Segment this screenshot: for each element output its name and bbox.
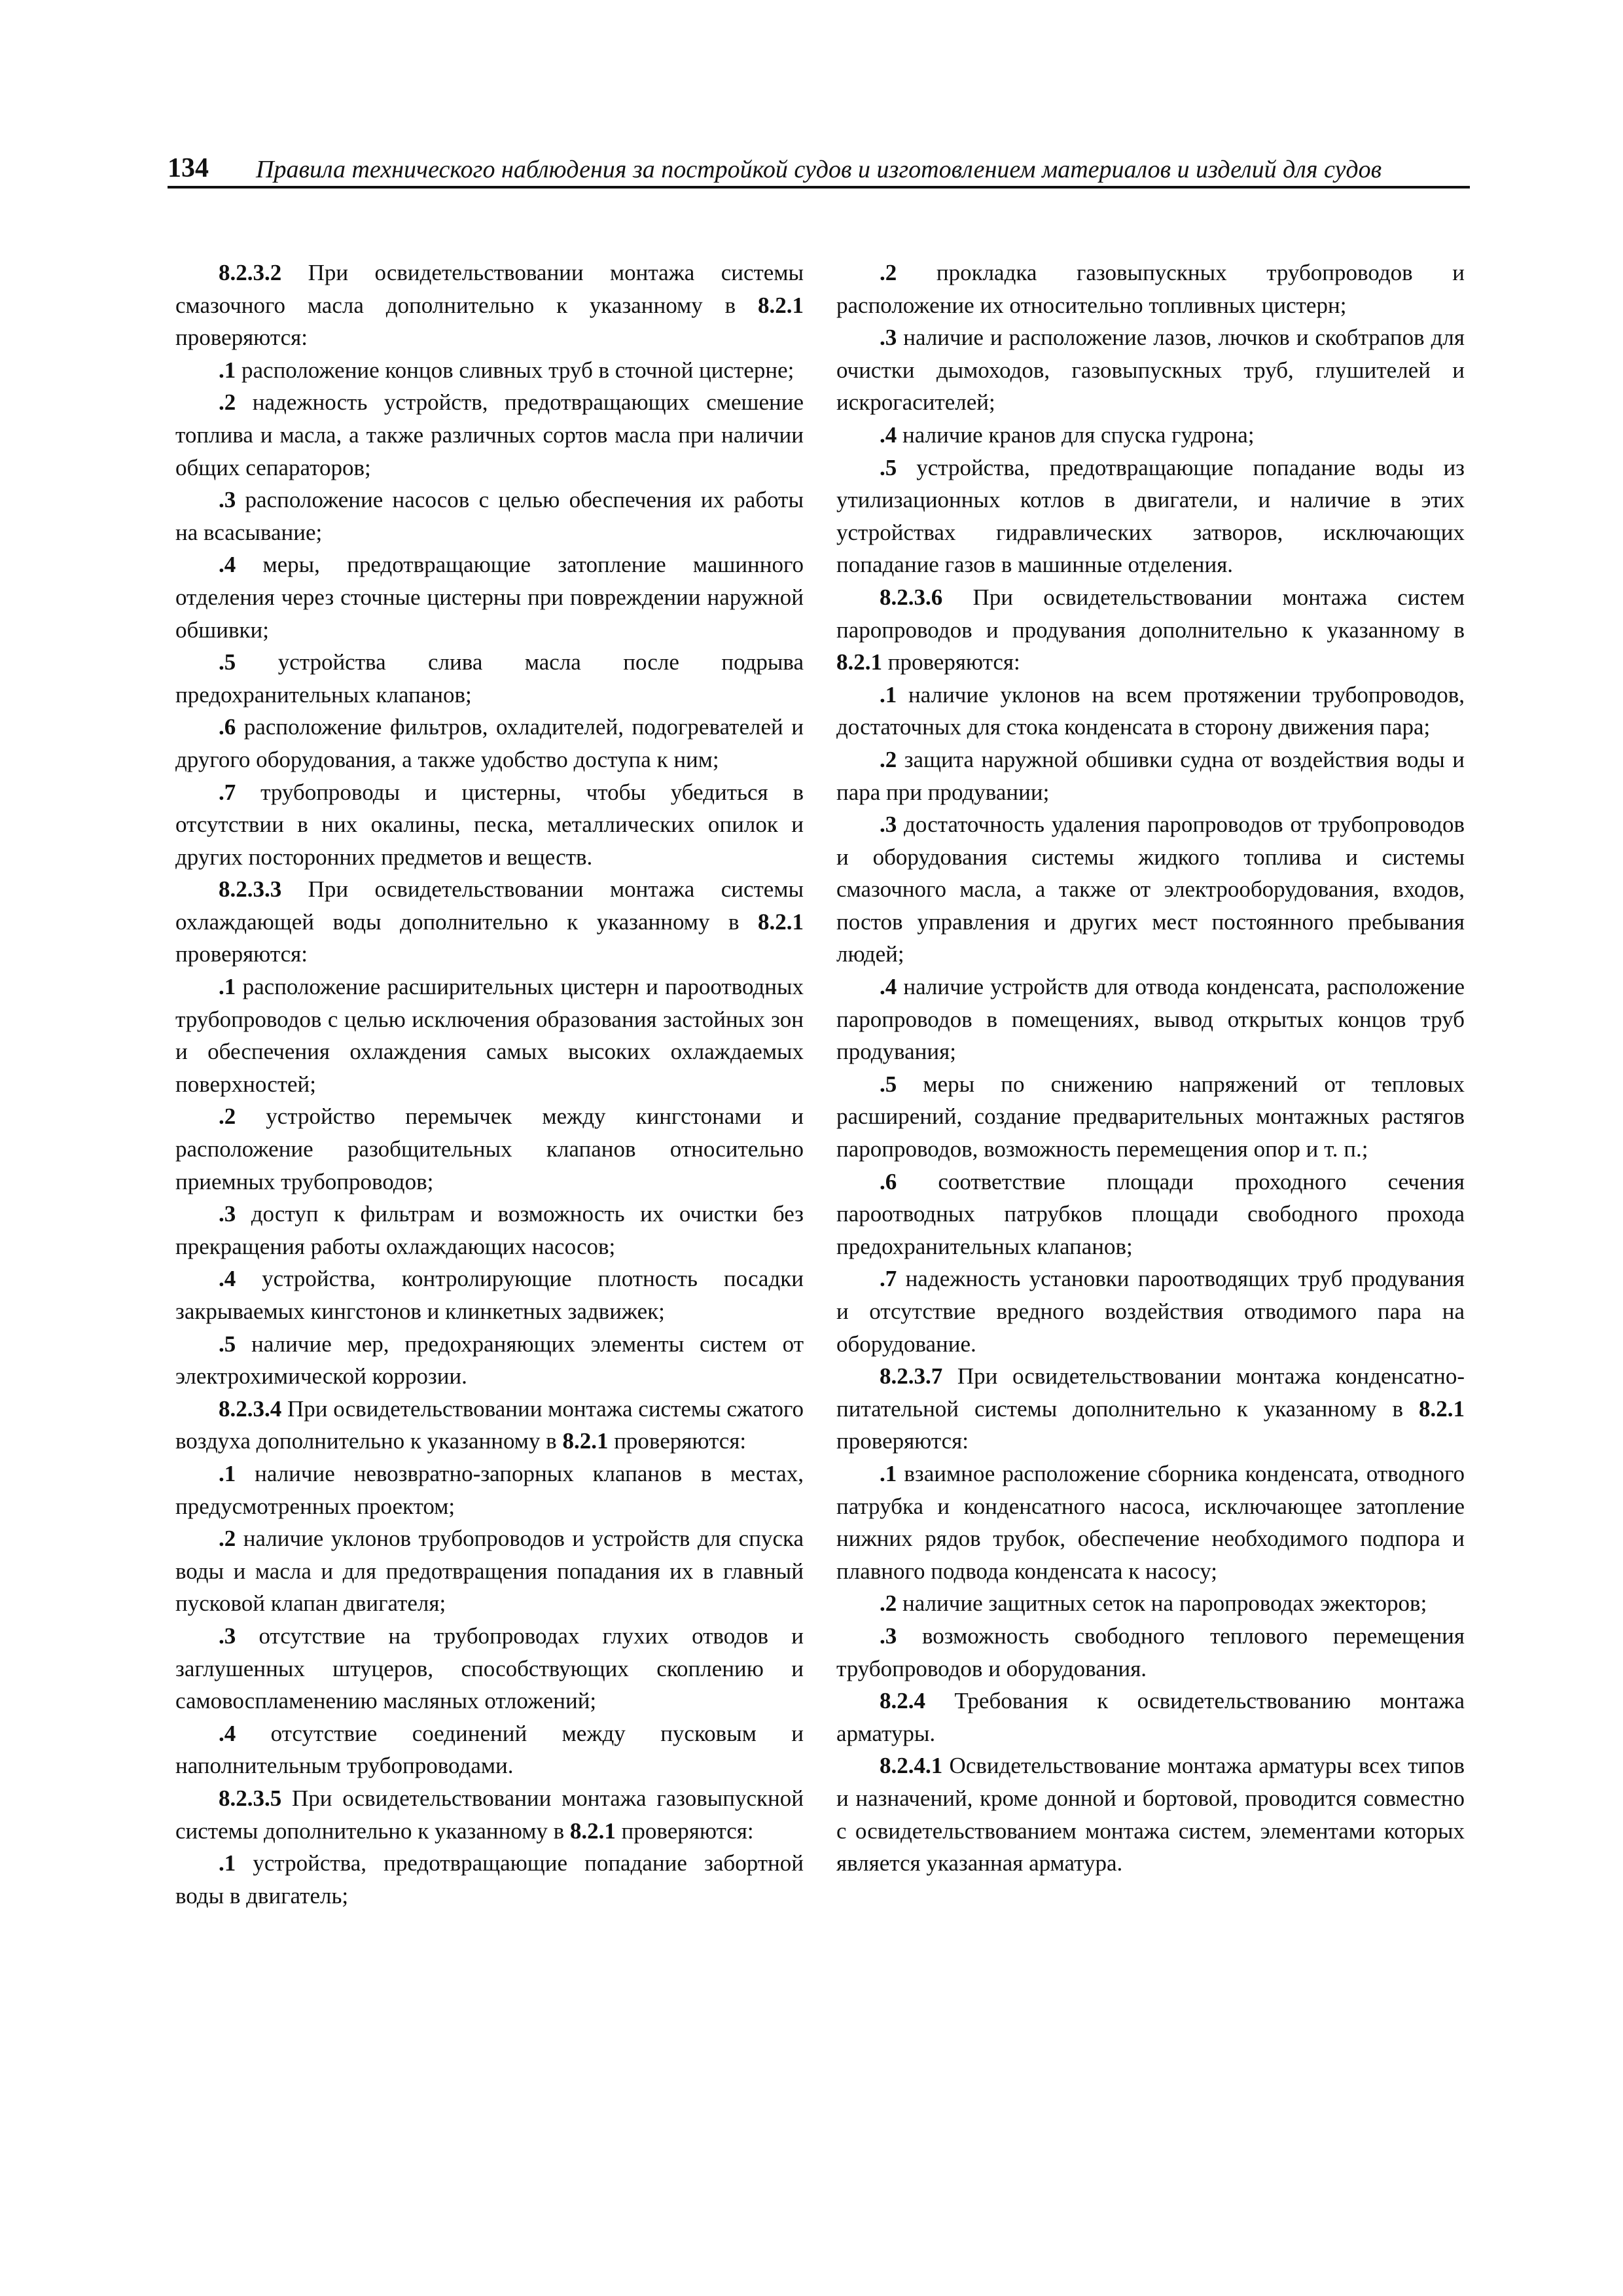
paragraph: [175, 1782, 804, 1847]
clause-text: При освидетельствовании монтажа конденсатно-питательной системы дополнительно к указанному в: [836, 1363, 1465, 1422]
clause-text: отсутствие соединений между пусковым и наполнительным трубопроводами.: [175, 1720, 804, 1779]
clause-text: Требования к освидетельствованию монтажа арматуры.: [836, 1688, 1465, 1746]
clause-number: .2: [219, 389, 236, 416]
clause-text: Освидетельствование монтажа арматуры всех типов и назначений, кроме донной и бортовой, проводится совместно с освидетельствованием монтажа систем, элементами которых является указанная арматура.: [836, 1753, 1465, 1876]
clause-number: .5: [880, 1071, 897, 1097]
paragraph: [836, 1263, 1465, 1360]
clause-number: .1: [880, 681, 897, 708]
clause-tail: проверяются:: [175, 941, 308, 967]
paragraph: [836, 971, 1465, 1068]
paragraph: [836, 321, 1465, 419]
clause-text: расположение фильтров, охладителей, подогревателей и другого оборудования, а также удобство доступа к ним;: [175, 714, 804, 772]
clause-number: .2: [880, 746, 897, 772]
clause-number: 8.2.3.7: [880, 1363, 943, 1390]
paragraph: [836, 1685, 1465, 1749]
clause-number: .4: [880, 422, 897, 448]
clause-number: .4: [219, 552, 236, 578]
paragraph: [175, 1393, 804, 1458]
clause-text: При освидетельствовании монтажа газовыпускной системы дополнительно к указанному в: [175, 1785, 804, 1844]
clause-tail: проверяются:: [608, 1428, 747, 1454]
paragraph: [175, 354, 804, 387]
clause-reference: 8.2.1: [562, 1428, 609, 1454]
clause-text: устройства, предотвращающие попадание забортной воды в двигатель;: [175, 1850, 804, 1909]
clause-text: наличие невозвратно-запорных клапанов в местах, предусмотренных проектом;: [175, 1460, 804, 1519]
clause-text: возможность свободного теплового перемещения трубопроводов и оборудования.: [836, 1623, 1465, 1681]
clause-number: .5: [219, 649, 236, 675]
paragraph: [175, 711, 804, 776]
clause-number: 8.2.4: [880, 1688, 925, 1714]
clause-text: отсутствие на трубопроводах глухих отводов и заглушенных штуцеров, способствующих скоплению и самовоспламенению масляных отложений;: [175, 1623, 804, 1714]
left-text-column: [175, 257, 804, 1912]
clause-number: .3: [880, 325, 897, 351]
paragraph: [836, 257, 1465, 321]
paragraph: [175, 1847, 804, 1912]
paragraph: [175, 1717, 804, 1782]
paragraph: [175, 548, 804, 646]
clause-tail: проверяются:: [882, 649, 1020, 675]
paragraph: [836, 1360, 1465, 1458]
clause-number: .2: [219, 1526, 236, 1552]
clause-number: .2: [219, 1103, 236, 1130]
clause-reference: 8.2.1: [836, 649, 882, 675]
clause-number: 8.2.3.4: [219, 1395, 282, 1422]
clause-reference: 8.2.1: [1419, 1395, 1465, 1422]
running-title: Правила технического наблюдения за постройкой судов и изготовлением материалов и изделий для судов: [256, 156, 1382, 183]
paragraph: [175, 1328, 804, 1393]
clause-number: .7: [219, 779, 236, 805]
clause-text: соответствие площади проходного сечения пароотводных патрубков площади свободного прохода предохранительных клапанов;: [836, 1168, 1465, 1259]
clause-number: .6: [219, 714, 236, 740]
clause-number: 8.2.4.1: [880, 1753, 943, 1779]
clause-text: устройства, контролирующие плотность посадки закрываемых кингстонов и клинкетных задвижек;: [175, 1266, 804, 1324]
clause-text: меры по снижению напряжений от тепловых расширений, создание предварительных монтажных растягов паропроводов, возможность перемещения опор и т. п.;: [836, 1071, 1465, 1162]
clause-number: .1: [219, 1460, 236, 1486]
paragraph: [836, 679, 1465, 744]
paragraph: [836, 419, 1465, 452]
clause-number: .2: [880, 1590, 897, 1617]
clause-number: .1: [219, 1850, 236, 1876]
clause-number: 8.2.3.6: [880, 584, 943, 610]
clause-text: меры, предотвращающие затопление машинного отделения через сточные цистерны при повреждении наружной обшивки;: [175, 552, 804, 643]
clause-number: .3: [880, 1623, 897, 1649]
clause-text: достаточность удаления паропроводов от трубопроводов и оборудования системы жидкого топлива и системы смазочного масла, а также от электрооборудования, входов, постов управления и других мест постоянного пребывания людей;: [836, 812, 1465, 967]
clause-text: надежность установки пароотводящих труб продувания и отсутствие вредного воздействия отводимого пара на оборудование.: [836, 1266, 1465, 1357]
clause-text: наличие кранов для спуска гудрона;: [897, 422, 1255, 448]
clause-text: наличие устройств для отвода конденсата, расположение паропроводов в помещениях, вывод открытых концов труб продувания;: [836, 974, 1465, 1065]
clause-tail: проверяются:: [836, 1428, 969, 1454]
paragraph: [175, 1522, 804, 1620]
clause-number: .2: [880, 260, 897, 285]
paragraph: [836, 1458, 1465, 1587]
paragraph: [175, 1458, 804, 1522]
clause-text: наличие уклонов на всем протяжении трубопроводов, достаточных для стока конденсата в сторону движения пара;: [836, 681, 1465, 740]
paragraph: [836, 808, 1465, 971]
paragraph: [175, 873, 804, 971]
clause-number: .3: [219, 1623, 236, 1649]
paragraph: [175, 1198, 804, 1263]
clause-text: При освидетельствовании монтажа системы смазочного масла дополнительно к указанному в: [175, 260, 804, 318]
clause-number: .3: [219, 487, 236, 513]
clause-number: .1: [219, 357, 236, 383]
paragraph: [175, 257, 804, 354]
page-number: 134: [168, 153, 209, 183]
paragraph: [836, 744, 1465, 808]
clause-number: .1: [219, 974, 236, 1000]
clause-text: расположение расширительных цистерн и пароотводных трубопроводов с целью исключения образования застойных зон и обеспечения охлаждения самых высоких охлаждаемых поверхностей;: [175, 974, 804, 1097]
clause-number: .3: [880, 812, 897, 838]
clause-number: 8.2.3.5: [219, 1785, 282, 1811]
clause-text: наличие и расположение лазов, лючков и скобтрапов для очистки дымоходов, газовыпускных труб, глушителей и искрогасителей;: [836, 325, 1465, 416]
paragraph: [175, 1620, 804, 1717]
clause-text: наличие защитных сеток на паропроводах эжекторов;: [897, 1590, 1427, 1617]
clause-number: .6: [880, 1168, 897, 1194]
clause-text: расположение концов сливных труб в сточной цистерне;: [236, 357, 794, 383]
paragraph: [836, 1749, 1465, 1879]
clause-text: взаимное расположение сборника конденсата, отводного патрубка и конденсатного насоса, исключающее затопление нижних рядов трубок, обеспечение необходимого подпора и плавного подвода конденсата к насосу;: [836, 1460, 1465, 1584]
clause-number: .4: [880, 974, 897, 1000]
clause-text: устройства слива масла после подрыва предохранительных клапанов;: [175, 649, 804, 708]
paragraph: [836, 1620, 1465, 1685]
clause-number: 8.2.3.3: [219, 876, 282, 903]
paragraph: [175, 646, 804, 711]
clause-tail: проверяются:: [615, 1818, 754, 1844]
clause-text: наличие уклонов трубопроводов и устройств для спуска воды и масла и для предотвращения попадания их в главный пусковой клапан двигателя;: [175, 1526, 804, 1617]
clause-text: защита наружной обшивки судна от воздействия воды и пара при продувании;: [836, 746, 1465, 805]
clause-number: .5: [219, 1331, 236, 1357]
paragraph: [836, 452, 1465, 581]
paragraph: [175, 484, 804, 548]
clause-text: прокладка газовыпускных трубопроводов и расположение их относительно топливных цистерн;: [836, 260, 1465, 318]
clause-reference: 8.2.1: [758, 908, 804, 935]
clause-number: .4: [219, 1720, 236, 1746]
clause-text: При освидетельствовании монтажа систем паропроводов и продувания дополнительно к указанному в: [836, 584, 1465, 643]
clause-reference: 8.2.1: [569, 1818, 616, 1844]
paragraph: [836, 581, 1465, 679]
paragraph: [175, 386, 804, 484]
clause-text: устройства, предотвращающие попадание воды из утилизационных котлов в двигатели, и наличие в этих устройствах гидравлических затворов, исключающих попадание газов в машинные отделения.: [836, 454, 1465, 578]
clause-text: трубопроводы и цистерны, чтобы убедиться в отсутствии в них окалины, песка, металлических опилок и других посторонних предметов и веществ.: [175, 779, 804, 870]
clause-number: .4: [219, 1266, 236, 1292]
paragraph: [836, 1166, 1465, 1263]
clause-text: надежность устройств, предотвращающих смешение топлива и масла, а также различных сортов масла при наличии общих сепараторов;: [175, 389, 804, 480]
clause-number: .1: [880, 1460, 897, 1486]
clause-text: При освидетельствовании монтажа системы охлаждающей воды дополнительно к указанному в: [175, 876, 804, 935]
clause-number: 8.2.3.2: [219, 260, 282, 285]
clause-number: .5: [880, 454, 897, 480]
right-text-column: [836, 257, 1465, 1880]
clause-text: доступ к фильтрам и возможность их очистки без прекращения работы охлаждающих насосов;: [175, 1201, 804, 1259]
paragraph: [175, 1100, 804, 1198]
paragraph: [836, 1587, 1465, 1620]
paragraph: [175, 971, 804, 1100]
paragraph: [175, 1263, 804, 1327]
running-header: [168, 143, 1470, 188]
paragraph: [836, 1068, 1465, 1166]
clause-text: расположение насосов с целью обеспечения их работы на всасывание;: [175, 487, 804, 545]
clause-number: .7: [880, 1266, 897, 1292]
paragraph: [175, 776, 804, 874]
clause-text: устройство перемычек между кингстонами и расположение разобщительных клапанов относительно приемных трубопроводов;: [175, 1103, 804, 1194]
clause-number: .3: [219, 1201, 236, 1227]
clause-text: наличие мер, предохраняющих элементы систем от электрохимической коррозии.: [175, 1331, 804, 1390]
clause-reference: 8.2.1: [758, 292, 804, 318]
clause-tail: проверяются:: [175, 325, 308, 351]
clause-text: При освидетельствовании монтажа системы сжатого воздуха дополнительно к указанному в: [175, 1395, 804, 1454]
